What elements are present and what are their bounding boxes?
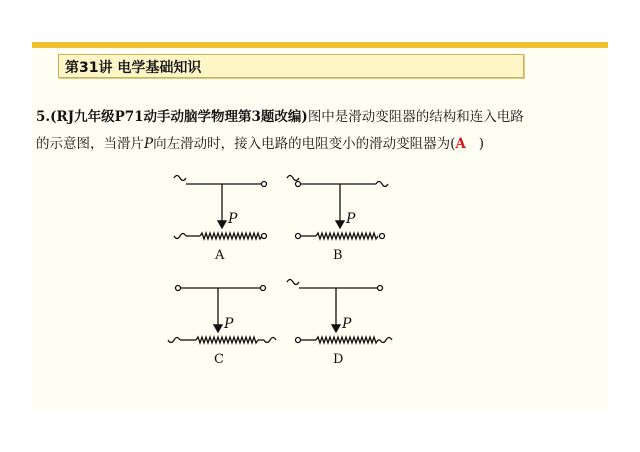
option-label-d: D bbox=[333, 352, 344, 367]
top-terminal bbox=[296, 182, 301, 187]
wire-lead-bottom-right bbox=[264, 338, 276, 343]
top-terminal bbox=[378, 286, 383, 291]
rheostat-option-d bbox=[287, 280, 392, 344]
slider-label-a: P bbox=[228, 211, 238, 227]
question-number: 5.(RJ九年级P71动手动脑学物理第3题改编) bbox=[36, 109, 308, 125]
top-terminal-left bbox=[176, 286, 181, 291]
wire-lead-bottom-left bbox=[168, 338, 180, 343]
resistance-coil bbox=[196, 337, 258, 343]
wire-lead-top-left bbox=[287, 176, 299, 181]
bottom-terminal bbox=[262, 234, 267, 239]
option-label-a: A bbox=[215, 248, 225, 263]
resistance-coil bbox=[316, 233, 378, 239]
slider-label-d: P bbox=[342, 316, 352, 332]
option-label-b: B bbox=[333, 248, 343, 263]
question-line-2-post: 向左滑动时，接入电路的电阻变小的滑动变阻器为( bbox=[153, 136, 456, 152]
wire-lead-top-left bbox=[174, 176, 186, 181]
slider-label-b: P bbox=[346, 211, 356, 227]
top-terminal-right bbox=[261, 286, 266, 291]
rheostat-option-c bbox=[168, 286, 276, 344]
question-line-1-rest: 图中是滑动变阻器的结构和连入电路 bbox=[307, 109, 524, 125]
rheostat-option-b bbox=[287, 176, 388, 240]
question-closing: ) bbox=[478, 136, 485, 152]
question-line-2-pre: 的示意图，当滑片 bbox=[36, 136, 144, 152]
bottom-terminal-right bbox=[380, 234, 385, 239]
lesson-title: 第31讲 电学基础知识 bbox=[65, 60, 202, 76]
wire-lead-top-left bbox=[287, 280, 299, 285]
option-label-c: C bbox=[214, 352, 224, 367]
slider-symbol: P bbox=[144, 136, 154, 152]
slider-label-c: P bbox=[224, 316, 234, 332]
resistance-coil bbox=[200, 233, 262, 239]
wire-lead-bottom-left bbox=[174, 234, 186, 239]
resistance-coil bbox=[316, 337, 378, 343]
wire-lead-bottom-right bbox=[380, 338, 392, 343]
answer-mark: A bbox=[455, 136, 466, 152]
top-terminal bbox=[262, 182, 267, 187]
bottom-terminal-left bbox=[296, 234, 301, 239]
rheostat-option-a bbox=[174, 176, 267, 240]
wire-lead-top-right bbox=[376, 182, 388, 187]
bottom-terminal bbox=[296, 338, 301, 343]
